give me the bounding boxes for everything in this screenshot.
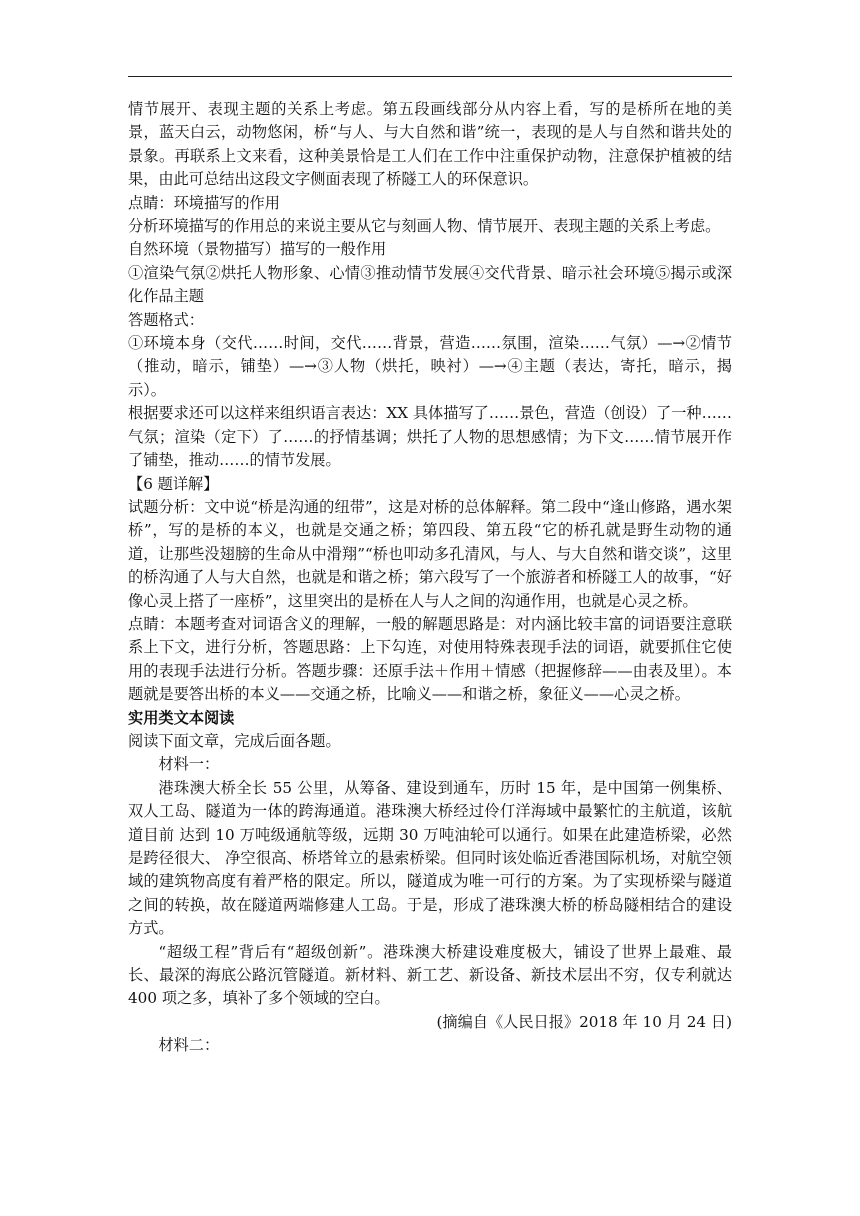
instruction: 阅读下面文章，完成后面各题。	[128, 731, 341, 750]
paragraph: “超级工程”背后有“超级创新”。港珠澳大桥建设难度极大，铺设了世界上最难、最长、最深的海底公路沉管隧道。新材料、新工艺、新设备、新技术层出不穷，仅专利就达 400 项之多，填补了多个领域的空白。	[128, 942, 732, 1008]
tip-heading: 点睛：环境描写的作用	[128, 193, 280, 212]
paragraph: 点睛：本题考查对词语含义的理解，一般的解题思路是：对内涵比较丰富的词语要注意联系上下文，进行分析，答题思路：上下勾连，对使用特殊表现手法的词语，就要抓住它使用的表现手法进行分析。答题步骤：还原手法＋作用＋情感（把握修辞——由表及里）。本题就是要答出桥的本义——交通之桥，比喻义——和谐之桥，象征义——心灵之桥。	[128, 614, 732, 704]
question-6-heading: 【6 题详解】	[128, 474, 219, 493]
material-label: 材料二：	[158, 1036, 220, 1055]
paragraph: 分析环境描写的作用总的来说主要从它与刻画人物、情节展开、表现主题的关系上考虑。	[128, 217, 721, 236]
header-rule	[128, 76, 732, 77]
material-label: 材料一：	[158, 755, 220, 774]
paragraph: 自然环境（景物描写）描写的一般作用	[128, 240, 387, 259]
paragraph: 根据要求还可以这样来组织语言表达：XX 具体描写了……景色，营造（创设）了一种……气氛；渲染（定下）了……的抒情基调；烘托了人物的思想感情；为下文……情节展开作了铺垫，推动……的情节发展。	[128, 404, 732, 470]
paragraph: 港珠澳大桥全长 55 公里，从筹备、建设到通车，历时 15 年，是中国第一例集桥、双人工岛、隧道为一体的跨海通道。港珠澳大桥经过伶仃洋海域中最繁忙的主航道，该航道目前 达到 10 万吨级通航等级，远期 30 万吨油轮可以通行。如果在此建造桥梁，必然是跨径很大、 净空很高、桥塔耸立的悬索桥梁。但同时该处临近香港国际机场，对航空领域的建筑物高度有着严格的限定。所以，隧道成为唯一可行的方案。为了实现桥梁与隧道之间的转换，故在隧道两端修建人工岛。于是，形成了港珠澳大桥的桥岛隧相结合的建设方式。	[128, 778, 732, 938]
section-heading: 实用类文本阅读	[128, 708, 235, 727]
paragraph: 试题分析：文中说“桥是沟通的纽带”，这是对桥的总体解释。第二段中“逢山修路，遇水架桥”，写的是桥的本义，也就是交通之桥；第四段、第五段“它的桥孔就是野生动物的通道，让那些没翅膀的生命从中滑翔”“桥也叩动多孔清风，与人、与大自然和谐交谈”，这里的桥沟通了人与大自然，也就是和谐之桥；第六段写了一个旅游者和桥隧工人的故事，“好像心灵上搭了一座桥”，这里突出的是桥在人与人之间的沟通作用，也就是心灵之桥。	[128, 497, 732, 610]
document-body	[128, 98, 732, 1058]
paragraph: ①渲染气氛②烘托人物形象、心情③推动情节发展④交代背景、暗示社会环境⑤揭示或深化作品主题	[128, 263, 732, 306]
paragraph: 答题格式：	[128, 310, 204, 329]
paragraph-continuation: 情节展开、表现主题的关系上考虑。第五段画线部分从内容上看，写的是桥所在地的美景，蓝天白云，动物悠闲，桥“与人、与大自然和谐”统一，表现的是人与自然和谐共处的景象。再联系上文来看，这种美景恰是工人们在工作中注重保护动物，注意保护植被的结果，由此可总结出这段文字侧面表现了桥隧工人的环保意识。	[128, 100, 732, 189]
source-citation: (摘编自《人民日报》2018 年 10 月 24 日)	[436, 1012, 732, 1031]
paragraph: ①环境本身（交代……时间，交代……背景，营造……氛围，渲染……气氛）—→②情节（推动，暗示，铺垫）—→③人物（烘托，映衬）—→④主题（表达，寄托，暗示，揭示）。	[128, 334, 732, 399]
